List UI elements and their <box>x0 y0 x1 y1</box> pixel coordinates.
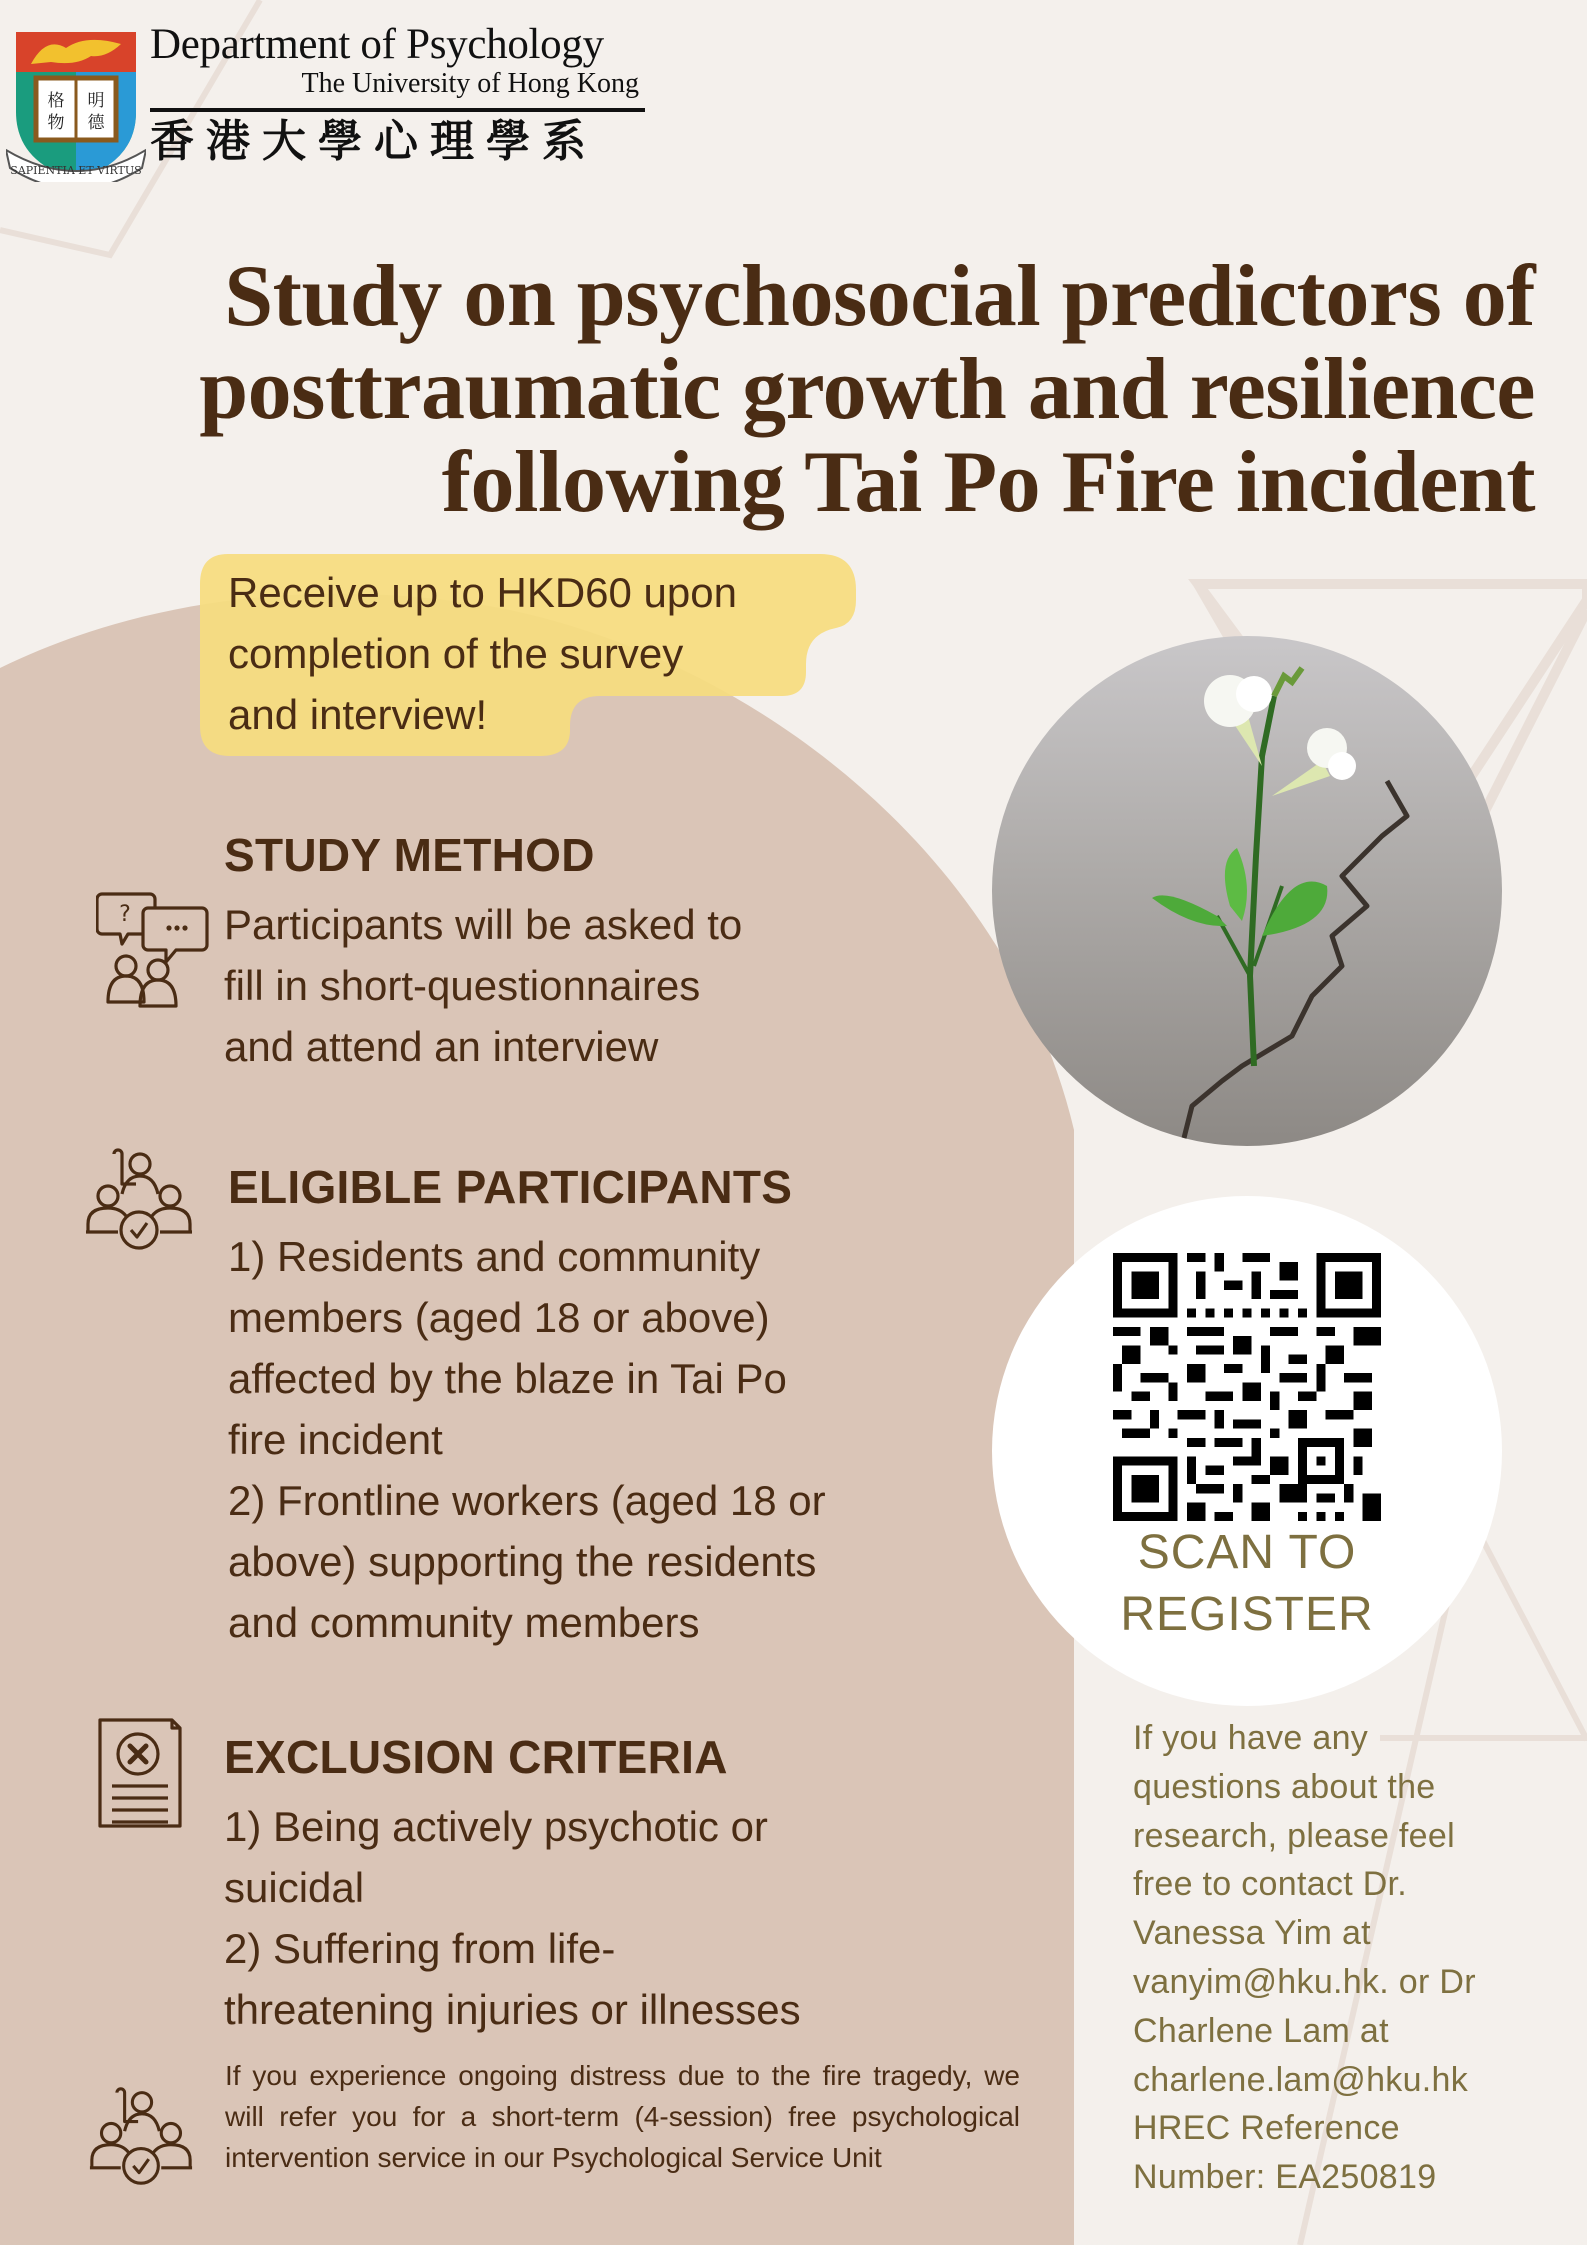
section-body <box>224 894 742 1077</box>
svg-text:德: 德 <box>87 113 105 133</box>
body-line: suicidal <box>224 1864 365 1911</box>
contact-line: questions about the <box>1133 1767 1436 1806</box>
hku-crest-logo <box>6 22 146 182</box>
body-line: and community members <box>228 1599 700 1646</box>
contact-email-charlene[interactable]: charlene.lam@hku.hk <box>1133 2060 1469 2099</box>
body-line: 2) Suffering from life- <box>224 1925 616 1972</box>
scan-label-line: SCAN TO <box>1137 1526 1357 1579</box>
study-method-section <box>224 828 742 1077</box>
hrec-reference-number: Number: EA250819 <box>1133 2158 1437 2197</box>
scan-to-register-label <box>1060 1522 1434 1646</box>
section-body <box>228 1226 826 1653</box>
header-divider <box>150 108 645 112</box>
department-header <box>150 22 645 169</box>
section-body <box>224 1796 801 2040</box>
svg-text:明: 明 <box>87 91 105 111</box>
contact-info <box>1133 1714 1573 2202</box>
contact-line: Vanessa Yim at <box>1133 1914 1371 1953</box>
crest-icon <box>6 22 146 182</box>
body-line: 1) Being actively psychotic or <box>224 1803 768 1850</box>
plant-photo <box>992 636 1502 1146</box>
contact-line: If you have any <box>1133 1719 1369 1757</box>
body-line: and attend an interview <box>224 1023 659 1070</box>
group-check-icon <box>84 1146 194 1252</box>
group-check-icon <box>88 2082 194 2190</box>
svg-text:格: 格 <box>47 91 65 111</box>
university-name: The University of Hong Kong <box>301 68 639 100</box>
title-line: following Tai Po Fire incident <box>441 434 1535 531</box>
reward-callout-text <box>228 562 848 745</box>
body-line: fire incident <box>228 1416 443 1463</box>
body-line: Participants will be asked to <box>224 901 743 948</box>
contact-line: free to contact Dr. <box>1133 1865 1408 1904</box>
section-heading: EXCLUSION CRITERIA <box>224 1731 728 1783</box>
section-heading: STUDY METHOD <box>224 829 595 881</box>
body-line: fill in short-questionnaires <box>224 962 701 1009</box>
body-line: affected by the blaze in Tai Po <box>228 1355 787 1402</box>
callout-line: and interview! <box>228 691 488 738</box>
body-line: threatening injuries or illnesses <box>224 1986 801 2033</box>
chat-bubbles-people-icon <box>96 890 210 1010</box>
flower-in-crack-image <box>992 636 1502 1146</box>
body-line: 2) Frontline workers (aged 18 or <box>228 1477 826 1524</box>
body-line: members (aged 18 or above) <box>228 1294 770 1341</box>
svg-text:?: ? <box>119 902 131 927</box>
body-line: above) supporting the residents <box>228 1538 817 1585</box>
hrec-reference-label: HREC Reference <box>1133 2109 1400 2148</box>
exclusion-criteria-section <box>224 1730 801 2040</box>
svg-text:物: 物 <box>47 113 65 133</box>
body-line: 1) Residents and community <box>228 1233 761 1280</box>
page-title <box>75 250 1535 529</box>
contact-email-vanyim[interactable]: vanyim@hku.hk. or Dr <box>1133 1962 1476 2001</box>
qr-code[interactable] <box>1113 1253 1381 1521</box>
section-heading: ELIGIBLE PARTICIPANTS <box>228 1161 793 1213</box>
eligible-participants-section <box>228 1160 826 1653</box>
support-service-note: If you experience ongoing distress due to the fire tragedy, we will refer you for a short-term (4-session) free psychological intervention service in our Psychological Service Unit <box>225 2060 1020 2173</box>
callout-line: completion of the survey <box>228 630 684 677</box>
department-name: Department of Psychology <box>150 21 604 68</box>
contact-line: Charlene Lam at <box>1133 2011 1389 2050</box>
department-chinese-name: 香港大學心理學系 <box>150 115 598 167</box>
title-line: Study on psychosocial predictors of <box>224 248 1535 345</box>
svg-text:SAPIENTIA ET VIRTUS: SAPIENTIA ET VIRTUS <box>10 164 142 177</box>
document-x-icon <box>98 1718 184 1830</box>
scan-label-line: REGISTER <box>1120 1588 1374 1641</box>
callout-line: Receive up to HKD60 upon <box>228 569 737 616</box>
contact-line: research, please feel <box>1133 1816 1455 1855</box>
title-line: posttraumatic growth and resilience <box>199 341 1535 438</box>
